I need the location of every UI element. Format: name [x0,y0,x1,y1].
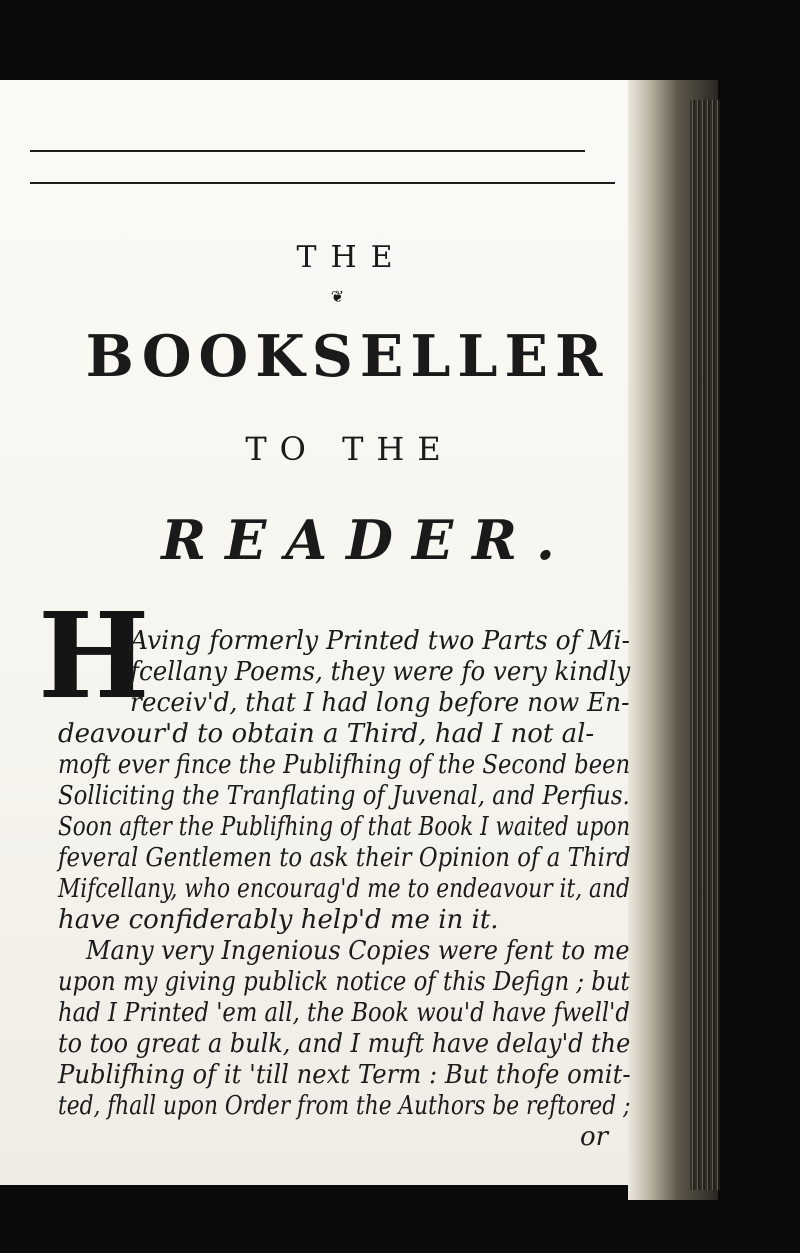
title-ornament: ❦ [330,287,345,306]
body-line: fcellany Poems, they were fo very kindly [130,657,631,687]
body-line: Publifhing of it 'till next Term : But thofe omit- [58,1060,631,1090]
body-line: Mifcellany, who encourag'd me to endeavour it, and [58,874,630,904]
body-line: Aving formerly Printed two Parts of Mi- [130,626,630,656]
body-line: receiv'd, that I had long before now En- [130,688,630,718]
body-line: ted, fhall upon Order from the Authors be reftored ; [58,1091,631,1121]
drop-cap: H [38,586,150,725]
body-line: Many very Ingenious Copies were fent to me [86,936,630,966]
body-line: Soon after the Publifhing of that Book I waited upon [58,812,631,842]
title-reader: READER. [161,508,574,572]
body-line: moft ever fince the Publifhing of the Second been [58,750,631,780]
catchword: or [580,1122,609,1152]
body-line: Solliciting the Tranflating of Juvenal, and Perfius. [58,781,630,811]
body-line: upon my giving publick notice of this Defign ; but [58,967,630,997]
top-rule [30,150,585,152]
body-line: deavour'd to obtain a Third, had I not al- [58,719,595,749]
body-line: to too great a bulk, and I muft have delay'd the [58,1029,631,1059]
title-bookseller: BOOKSELLER [85,323,610,390]
title-the: THE [296,240,407,275]
page-edges [690,100,720,1190]
second-rule [30,182,615,184]
body-line: feveral Gentlemen to ask their Opinion of a Third [58,843,631,873]
body-line: have confiderably help'd me in it. [58,905,499,935]
title-to-the: TO THE [245,430,454,468]
body-line: had I Printed 'em all, the Book wou'd have fwell'd [58,998,630,1028]
